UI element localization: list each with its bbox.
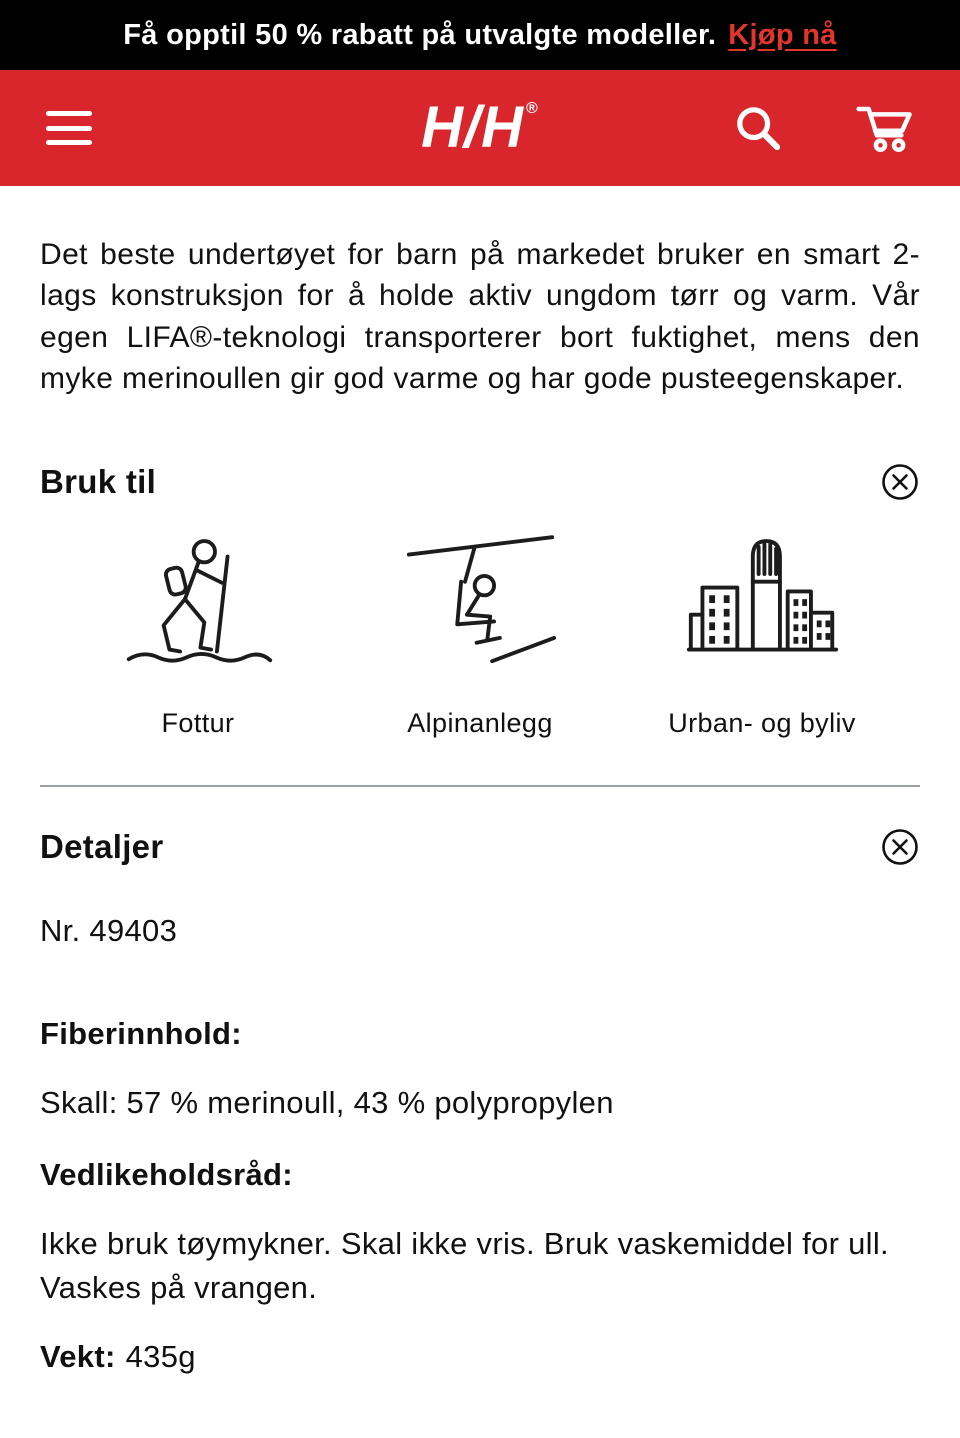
product-description: Det beste undertøyet for barn på markedet bruker en smart 2-lags konstruksjon for å holde aktiv ungdom tørr og varm. Vår egen LIFA®-teknologi transporterer bort fuktighet, mens den myke merinoullen gir god varme og har gode pusteegenskaper. (40, 238, 920, 396)
weight-label: Vekt: (40, 1338, 116, 1374)
hiker-icon (121, 528, 276, 680)
promo-shop-now-link[interactable]: Kjøp nå (728, 18, 837, 51)
usage-item-label: Alpinanlegg (407, 707, 553, 738)
care-instructions-label: Vedlikeholdsråd: (40, 1156, 293, 1192)
details-section-title: Detaljer (40, 827, 164, 865)
details-collapse-icon[interactable] (880, 827, 920, 867)
usage-item-urban (632, 528, 892, 739)
menu-icon[interactable] (46, 111, 92, 145)
logo-text: H/H (421, 95, 525, 160)
promo-bar (0, 0, 960, 70)
details-section-header (40, 827, 920, 867)
promo-text: Få opptil 50 % rabatt på utvalgte modeller. (123, 18, 717, 51)
usage-item-alpinanlegg (350, 528, 610, 739)
usage-item-label: Urban- og byliv (668, 707, 856, 738)
product-info-section (0, 234, 960, 1438)
usage-item-fottur (68, 528, 328, 739)
site-header (0, 70, 960, 186)
article-number: Nr. 49403 (40, 912, 178, 948)
fiber-content-label: Fiberinnhold: (40, 1015, 242, 1051)
weight-line (40, 1335, 920, 1378)
usage-section-title: Bruk til (40, 462, 157, 500)
section-divider (40, 785, 920, 787)
fiber-content-value: Skall: 57 % merinoull, 43 % polypropylen (40, 1085, 614, 1121)
chairlift-icon (403, 528, 558, 680)
weight-value: 435g (125, 1338, 196, 1374)
registered-mark: ® (526, 100, 539, 117)
usage-items-row (40, 528, 920, 739)
usage-section-header (40, 462, 920, 502)
helly-hansen-logo[interactable] (421, 95, 539, 160)
city-icon (685, 528, 840, 680)
search-icon[interactable] (732, 102, 784, 154)
usage-collapse-icon[interactable] (880, 462, 920, 502)
cart-icon[interactable] (856, 102, 914, 154)
usage-item-label: Fottur (161, 707, 235, 738)
care-instructions-value: Ikke bruk tøymykner. Skal ikke vris. Bruk vaskemiddel for ull. Vaskes på vrangen. (40, 1226, 889, 1305)
